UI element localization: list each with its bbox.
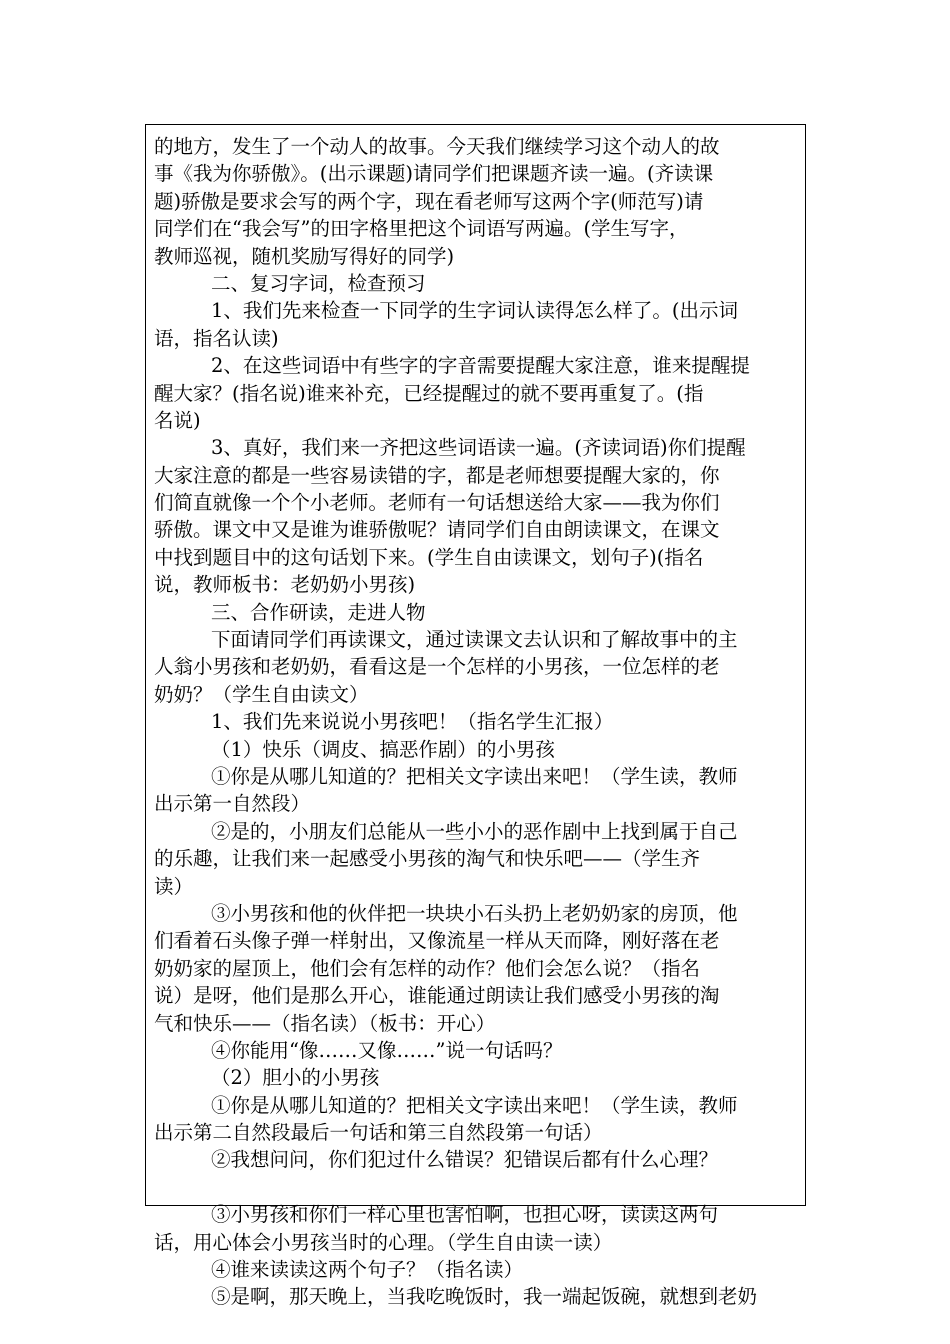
text-line: ⑤是啊，那天晚上，当我吃晚饭时，我一端起饭碗，就想到老奶 [211,1285,758,1309]
text-line: 名说) [154,408,201,432]
text-line: 3、真好，我们来一齐把这些词语读一遍。(齐读词语)你们提醒 [211,436,746,460]
text-line: 大家注意的都是一些容易读错的字，都是老师想要提醒大家的，你 [154,463,720,487]
text-line: 人翁小男孩和老奶奶，看看这是一个怎样的小男孩，一位怎样的老 [154,655,720,679]
text-line: 气和快乐——（指名读）（板书：开心） [154,1011,496,1035]
text-line: 2、在这些词语中有些字的字音需要提醒大家注意，谁来提醒提 [211,354,750,378]
text-line: 事《我为你骄傲》。(出示课题)请同学们把课题齐读一遍。(齐读课 [154,162,714,186]
text-line: 语，指名认读) [154,326,279,350]
blank-line [154,1174,799,1201]
text-line: ②我想问问，你们犯过什么错误？犯错误后都有什么心理？ [211,1148,719,1172]
text-line: 下面请同学们再读课文，通过读课文去认识和了解故事中的主 [211,628,738,652]
text-line: ②是的，小朋友们总能从一些小小的恶作剧中上找到属于自己 [211,819,738,843]
text-line: ④谁来读读这两个句子？（指名读） [211,1258,524,1282]
text-line: 们简直就像一个个小老师。老师有一句话想送给大家——我为你们 [154,491,720,515]
text-line: ③小男孩和你们一样心里也害怕啊，也担心呀，读读这两句 [211,1203,719,1227]
lesson-text-body [154,133,799,1311]
text-line: 的乐趣，让我们来一起感受小男孩的淘气和快乐吧——（学生齐 [154,847,701,871]
text-line: 们看着石头像子弹一样射出，又像流星一样从天而降，刚好落在老 [154,929,720,953]
text-line: 奶奶？（学生自由读文） [154,682,369,706]
text-line: （2）胆小的小男孩 [211,1066,380,1090]
text-line: 出示第二自然段最后一句话和第三自然段第一句话） [154,1121,603,1145]
text-line: 1、我们先来检查一下同学的生字词认读得怎么样了。(出示词 [211,299,739,323]
text-line: 题)骄傲是要求会写的两个字，现在看老师写这两个字(师范写)请 [154,189,704,213]
text-line: 中找到题目中的这句话划下来。(学生自由读课文，划句子)(指名 [154,545,704,569]
lesson-plan-table-cell [145,124,806,1309]
text-line: 醒大家？(指名说)谁来补充，已经提醒过的就不要再重复了。(指 [154,381,704,405]
text-line: 同学们在“我会写”的田字格里把这个词语写两遍。(学生写字， [154,217,689,241]
text-line: 1、我们先来说说小男孩吧！（指名学生汇报） [211,710,614,734]
text-line: ①你是从哪儿知道的？把相关文字读出来吧！（学生读，教师 [211,764,738,788]
text-line: 教师巡视，随机奖励写得好的同学) [154,244,455,268]
text-line: 三、合作研读，走进人物 [211,600,426,624]
text-line: 的地方，发生了一个动人的故事。今天我们继续学习这个动人的故 [154,135,720,158]
text-line: 骄傲。课文中又是谁为谁骄傲呢？请同学们自由朗读课文，在课文 [154,518,720,542]
text-line: 话，用心体会小男孩当时的心理。（学生自由读一读） [154,1230,613,1254]
text-line: 奶奶家的屋顶上，他们会有怎样的动作？他们会怎么说？（指名 [154,956,701,980]
text-line: （1）快乐（调皮、搞恶作剧）的小男孩 [211,737,555,761]
text-line: 说，教师板书：老奶奶小男孩) [154,573,416,597]
text-line: ③小男孩和他的伙伴把一块块小石头扔上老奶奶家的房顶，他 [211,901,738,925]
text-line: 说）是呀，他们是那么开心，谁能通过朗读让我们感受小男孩的淘 [154,984,720,1008]
text-line: 二、复习字词，检查预习 [211,271,426,295]
text-line: ①你是从哪儿知道的？把相关文字读出来吧！（学生读，教师 [211,1093,738,1117]
text-line: ④你能用“像……又像……”说一句话吗？ [211,1038,563,1062]
text-line: 出示第一自然段） [154,792,311,816]
text-line: 读） [154,874,194,898]
